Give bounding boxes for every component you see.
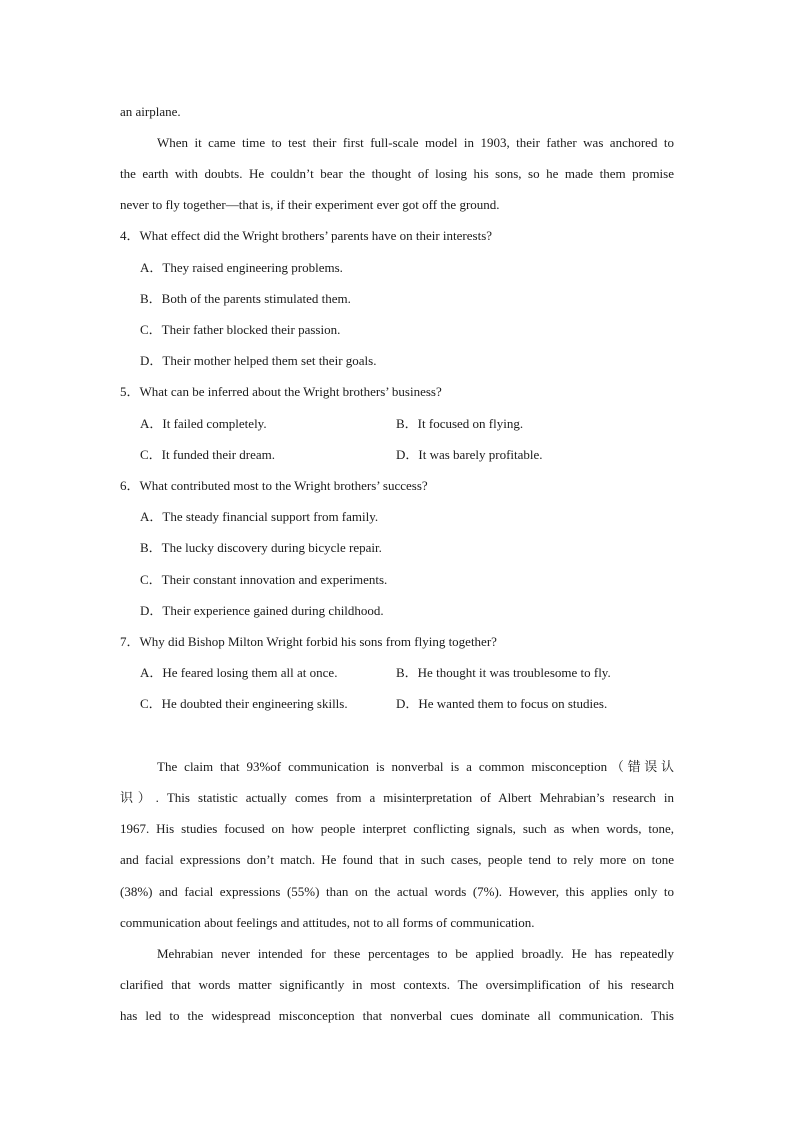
passage-line: an airplane.	[120, 104, 181, 119]
question-6-option-a[interactable]: A．The steady financial support from family.	[140, 509, 379, 524]
passage2-line: 1967. His studies focused on how people interpret conflicting signals, such as when words, tone,	[120, 821, 674, 836]
passage2-line: Mehrabian never intended for these percentages to be applied broadly. He has repeatedly	[157, 946, 674, 961]
question-7-option-b[interactable]: B．He thought it was troublesome to fly.	[396, 665, 611, 680]
question-5-option-d[interactable]: D．It was barely profitable.	[396, 447, 543, 462]
question-4-option-d[interactable]: D．Their mother helped them set their goals.	[140, 353, 377, 368]
question-6-stem: 6．What contributed most to the Wright brothers’ success?	[120, 478, 428, 493]
question-4-option-b[interactable]: B．Both of the parents stimulated them.	[140, 291, 351, 306]
passage2-line: and facial expressions don’t match. He found that in such cases, people tend to rely more on tone	[120, 852, 674, 867]
question-6-option-c[interactable]: C．Their constant innovation and experiments.	[140, 572, 388, 587]
question-5-option-b[interactable]: B．It focused on flying.	[396, 416, 524, 431]
passage2-line: clarified that words matter significantly in most contexts. The oversimplification of his research	[120, 977, 674, 992]
passage-line: the earth with doubts. He couldn’t bear the thought of losing his sons, so he made them promise	[120, 166, 674, 181]
passage-line: never to fly together—that is, if their experiment ever got off the ground.	[120, 197, 500, 212]
passage2-line: The claim that 93%of communication is nonverbal is a common misconception（错误认	[157, 759, 674, 774]
passage2-line: (38%) and facial expressions (55%) than on the actual words (7%). However, this applies only to	[120, 884, 674, 899]
question-6-option-b[interactable]: B．The lucky discovery during bicycle repair.	[140, 540, 382, 555]
question-7-stem: 7．Why did Bishop Milton Wright forbid his sons from flying together?	[120, 634, 497, 649]
question-7-option-a[interactable]: A．He feared losing them all at once.	[140, 665, 338, 680]
passage2-line: 识）. This statistic actually comes from a misinterpretation of Albert Mehrabian’s research in	[120, 790, 674, 805]
passage2-line: communication about feelings and attitudes, not to all forms of communication.	[120, 915, 535, 930]
passage-line: When it came time to test their first full-scale model in 1903, their father was anchored to	[157, 135, 674, 150]
question-7-option-c[interactable]: C．He doubted their engineering skills.	[140, 696, 348, 711]
question-6-option-d[interactable]: D．Their experience gained during childhood.	[140, 603, 384, 618]
question-5-option-c[interactable]: C．It funded their dream.	[140, 447, 276, 462]
passage2-line: has led to the widespread misconception that nonverbal cues dominate all communication. This	[120, 1008, 674, 1023]
question-4-option-a[interactable]: A．They raised engineering problems.	[140, 260, 343, 275]
question-4-option-c[interactable]: C．Their father blocked their passion.	[140, 322, 341, 337]
question-7-option-d[interactable]: D．He wanted them to focus on studies.	[396, 696, 608, 711]
question-5-stem: 5．What can be inferred about the Wright brothers’ business?	[120, 384, 442, 399]
question-5-option-a[interactable]: A．It failed completely.	[140, 416, 267, 431]
question-4-stem: 4．What effect did the Wright brothers’ parents have on their interests?	[120, 228, 493, 243]
